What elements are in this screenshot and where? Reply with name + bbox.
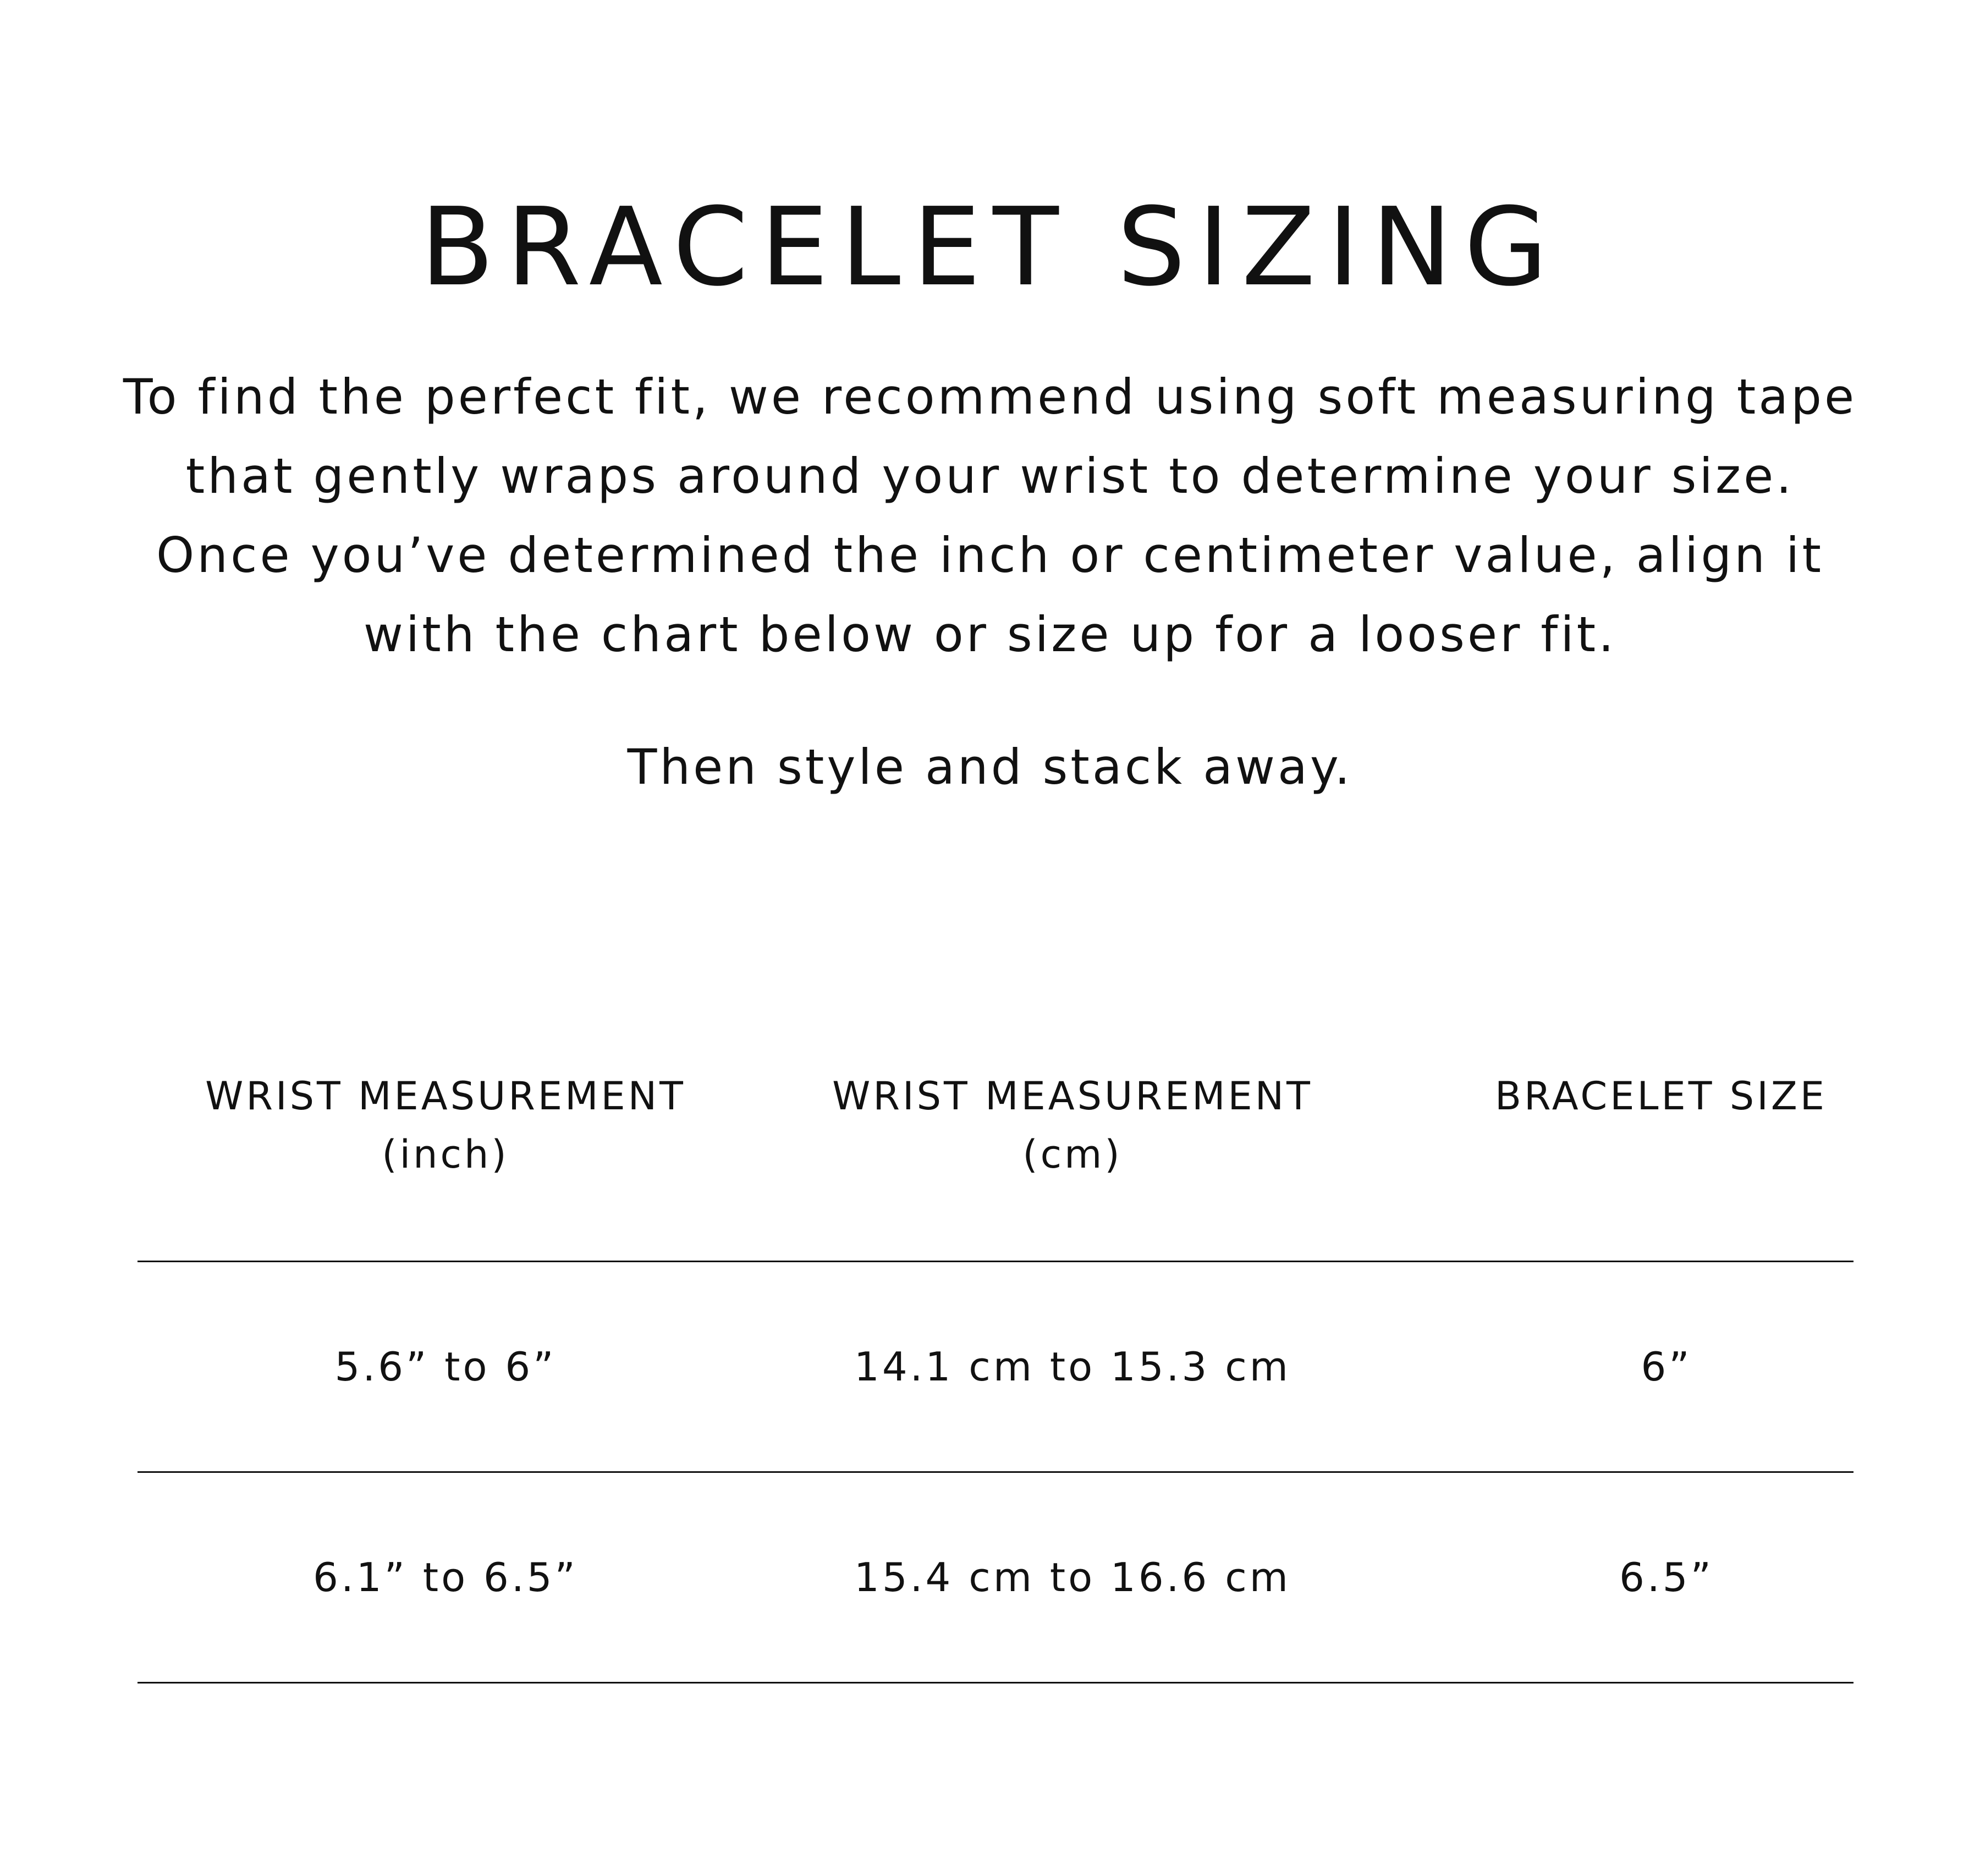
cell-wrist-cm: 15.4 cm to 16.6 cm — [854, 1554, 1291, 1600]
cell-wrist-inch: 5.6” to 6” — [334, 1344, 557, 1390]
header-label: WRIST MEASUREMENT — [832, 1074, 1313, 1119]
table-divider — [138, 1682, 1854, 1684]
cell-wrist-cm: 14.1 cm to 15.3 cm — [854, 1344, 1291, 1390]
intro-line: To find the perfect fit, we recommend using soft measuring tape — [123, 368, 1857, 425]
cell-wrist-inch: 6.1” to 6.5” — [313, 1554, 578, 1600]
header-label: WRIST MEASUREMENT — [205, 1074, 686, 1119]
closing-text: Then style and stack away. — [627, 739, 1353, 795]
header-wrist-inch — [138, 1067, 754, 1184]
header-unit: (inch) — [382, 1132, 509, 1177]
header-bracelet-size — [1353, 1067, 1969, 1125]
intro-line: Once you’ve determined the inch or centimeter value, align it — [156, 527, 1824, 584]
cell-bracelet-size: 6” — [1641, 1344, 1692, 1390]
header-wrist-cm — [765, 1067, 1380, 1184]
intro-line: that gently wraps around your wrist to determine your size. — [185, 448, 1795, 504]
table-row — [138, 1262, 1854, 1471]
table-row — [138, 1473, 1854, 1682]
header-label: BRACELET SIZE — [1494, 1074, 1828, 1119]
intro-paragraph — [110, 357, 1870, 674]
table-header-row — [138, 1067, 1854, 1261]
cell-bracelet-size: 6.5” — [1619, 1554, 1714, 1600]
header-unit: (cm) — [1022, 1132, 1123, 1177]
intro-line: with the chart below or size up for a looser fit. — [363, 606, 1617, 663]
page-title: BRACELET SIZING — [420, 185, 1560, 310]
size-chart-table — [138, 1067, 1854, 1600]
